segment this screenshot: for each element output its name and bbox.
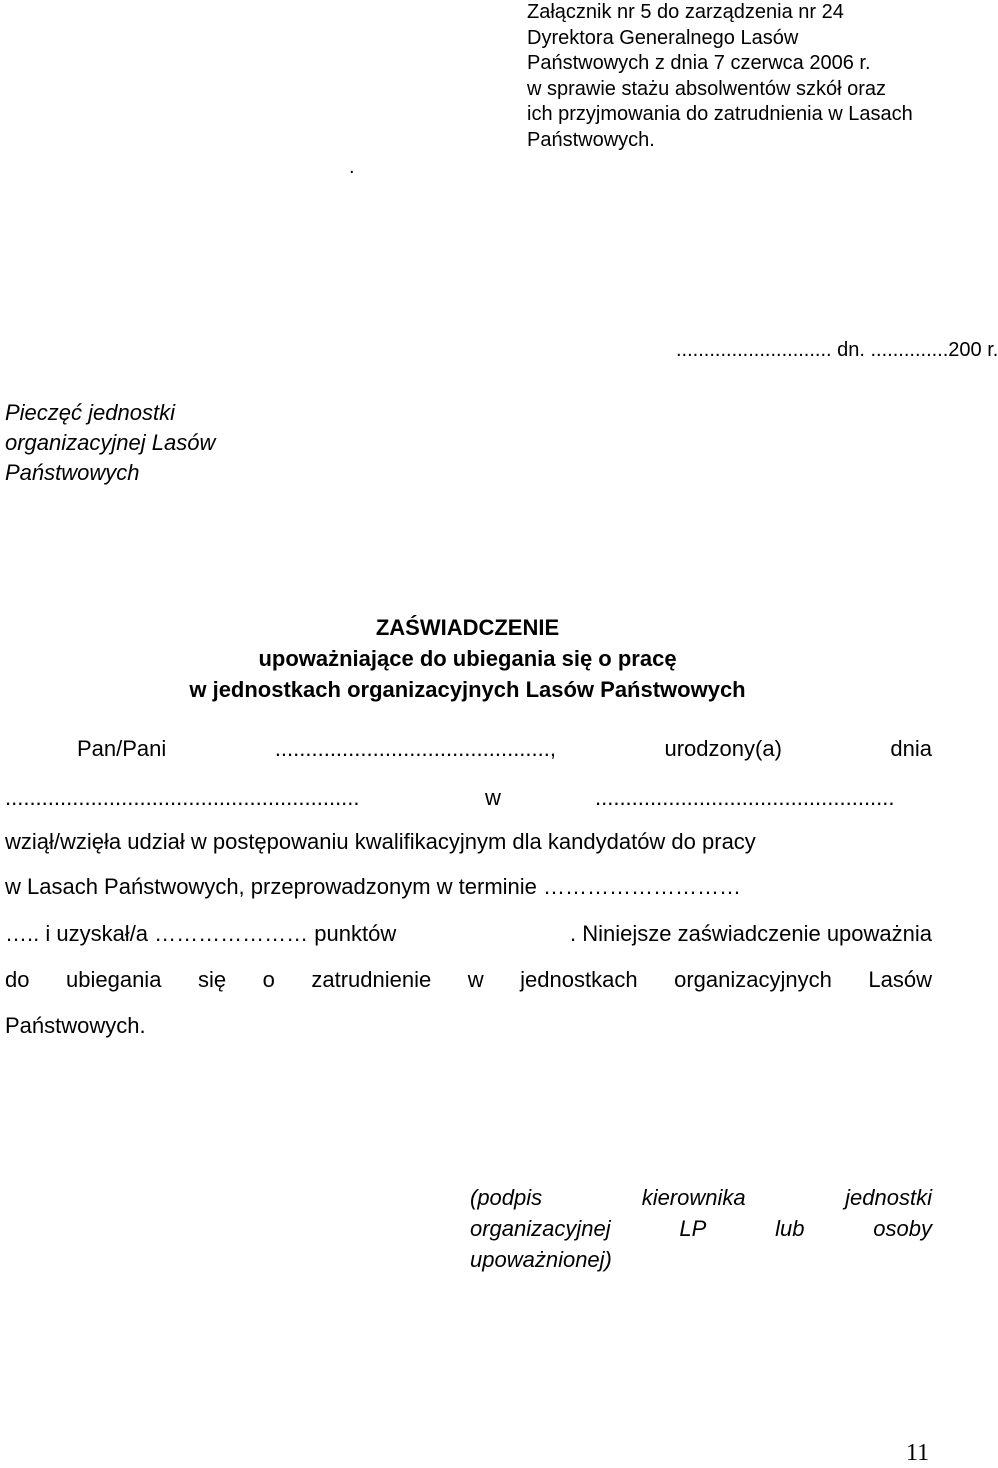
annex-line: Dyrektora Generalnego Lasów [527,26,799,49]
body-word: .......................................................... [5,785,360,810]
body-row: w Lasach Państwowych, przeprowadzonym w terminie ……………………… [5,874,742,899]
annex-line: Państwowych. [527,128,655,151]
body-word: się [197,967,227,992]
title-line: upoważniające do ubiegania się o pracę [258,646,677,671]
signature-word: kierownika [641,1185,746,1210]
body-segment: ….. i uzyskał/a ………………… punktów [5,921,397,946]
signature-word: (podpis [470,1185,543,1210]
body-word: w [485,785,501,810]
lone-dot: . [349,156,355,178]
body-word: organizacyjnych [674,967,832,992]
annex-header [527,0,957,153]
signature-line [470,1182,932,1213]
body-word: ................................................. [595,785,895,810]
body-word: do [5,967,30,992]
body-row [5,921,932,947]
body-row: Państwowych. [5,1013,146,1038]
page-number: 11 [906,1440,930,1466]
body-word: Lasów [868,967,932,992]
signature-word: lub [775,1216,805,1241]
signature-word: osoby [873,1216,932,1241]
annex-line: Załącznik nr 5 do zarządzenia nr 24 [527,1,844,23]
signature-word: jednostki [845,1185,932,1210]
body-row-name [77,736,932,762]
stamp-placeholder [5,398,215,488]
date-line: ............................ dn. ..............200 r. [676,339,998,361]
body-row-birth [5,785,932,811]
signature-line: upoważnionej) [470,1247,612,1272]
body-word: jednostkach [520,967,638,992]
signature-line [470,1213,932,1244]
body-word: dnia [890,736,932,761]
stamp-line: Państwowych [5,460,140,485]
body-word: o [262,967,275,992]
body-row [5,967,932,993]
body-segment: . Niniejsze zaświadczenie upoważnia [570,921,932,946]
body-word: Pan/Pani [77,736,167,761]
document-title [0,612,935,705]
body-word: zatrudnienie [311,967,432,992]
signature-word: LP [679,1216,707,1241]
signature-caption [470,1182,932,1275]
signature-word: organizacyjnej [470,1216,611,1241]
title-line: w jednostkach organizacyjnych Lasów Państwowych [189,677,746,702]
title-heading: ZAŚWIADCZENIE [375,615,560,640]
annex-line: Państwowych z dnia 7 czerwca 2006 r. [527,52,871,74]
body-word: ubiegania [66,967,162,992]
annex-line: w sprawie stażu absolwentów szkół oraz [527,77,887,100]
stamp-line: organizacyjnej Lasów [5,430,216,455]
annex-line: ich przyjmowania do zatrudnienia w Lasach [527,103,913,125]
body-word: urodzony(a) [664,736,782,761]
body-word: w [467,967,484,992]
body-word: ............................................., [274,736,556,761]
stamp-line: Pieczęć jednostki [5,400,175,425]
body-row: wziął/wzięła udział w postępowaniu kwalifikacyjnym dla kandydatów do pracy [5,829,756,854]
